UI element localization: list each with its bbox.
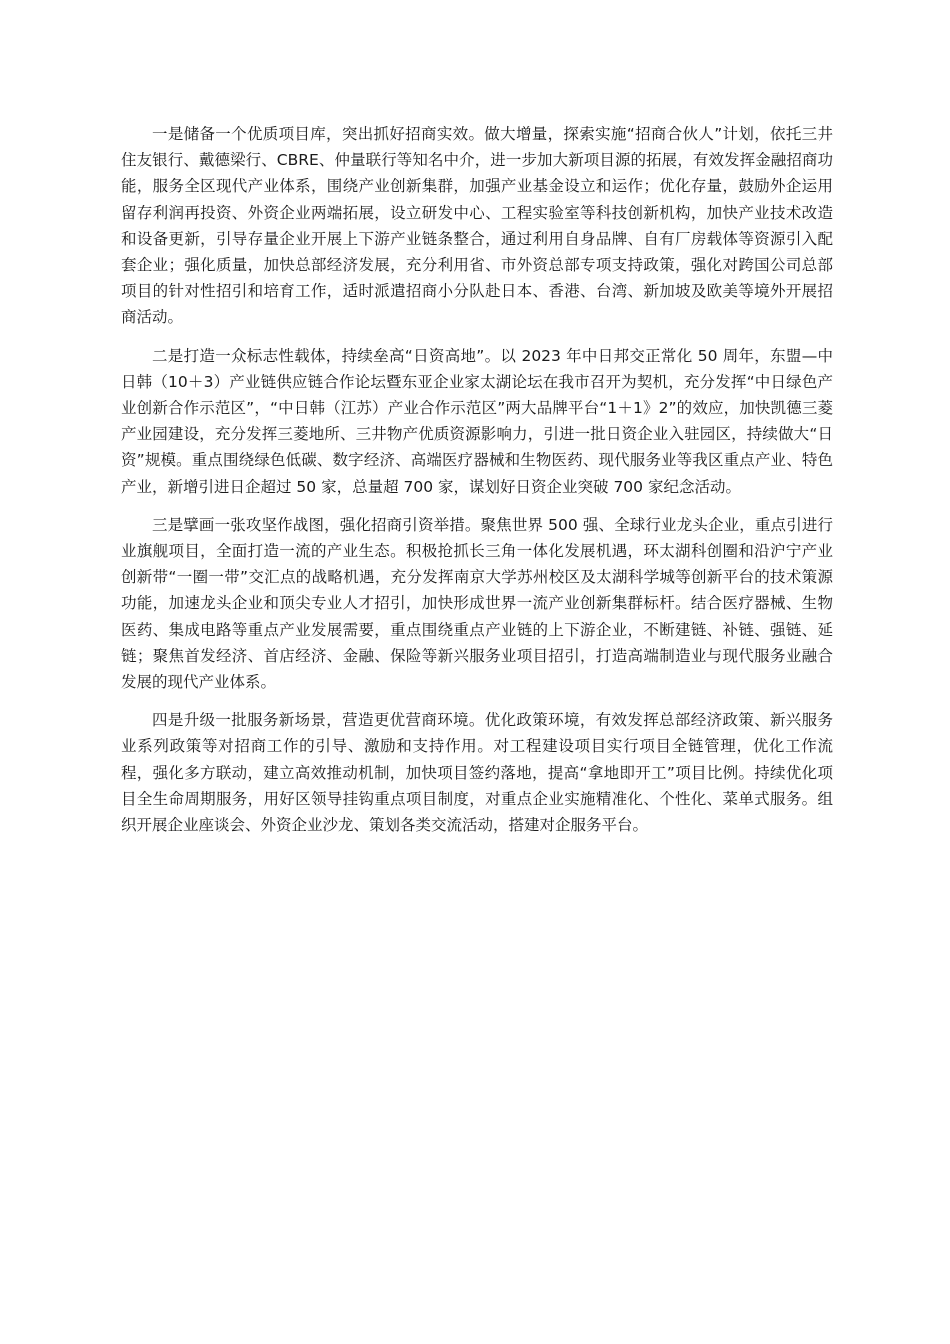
paragraph-4: 四是升级一批服务新场景，营造更优营商环境。优化政策环境，有效发挥总部经济政策、新兴服务业系列政策等对招商工作的引导、激励和支持作用。对工程建设项目实行项目全链管理，优化工作流程，强化多方联动，建立高效推动机制，加快项目签约落地，提高“拿地即开工”项目比例。持续优化项目全生命周期服务，用好区领导挂钩重点项目制度，对重点企业实施精准化、个性化、菜单式服务。组织开展企业座谈会、外资企业沙龙、策划各类交流活动，搭建对企服务平台。 [121,711,833,835]
document-body [121,121,833,850]
paragraph-2: 二是打造一众标志性载体，持续垒高“日资高地”。以 2023 年中日邦交正常化 50 周年，东盟—中日韩（10＋3）产业链供应链合作论坛暨东亚企业家太湖论坛在我市召开为契机，充分发挥“中日绿色产业创新合作示范区”，“中日韩（江苏）产业合作示范区”两大品牌平台“1＋1》2”的效应，加快凯德三菱产业园建设，充分发挥三菱地所、三井物产优质资源影响力，引进一批日资企业入驻园区，持续做大“日资”规模。重点围绕绿色低碳、数字经济、高端医疗器械和生物医药、现代服务业等我区重点产业、特色产业，新增引进日企超过 50 家，总量超 700 家，谋划好日资企业突破 700 家纪念活动。 [121,346,833,496]
paragraph-3: 三是擘画一张攻坚作战图，强化招商引资举措。聚焦世界 500 强、全球行业龙头企业，重点引进行业旗舰项目，全面打造一流的产业生态。积极抢抓长三角一体化发展机遇，环太湖科创圈和沿沪宁产业创新带“一圈一带”交汇点的战略机遇，充分发挥南京大学苏州校区及太湖科学城等创新平台的技术策源功能，加速龙头企业和顶尖专业人才招引，加快形成世界一流产业创新集群标杆。结合医疗器械、生物医药、集成电路等重点产业发展需要，重点围绕重点产业链的上下游企业，不断建链、补链、强链、延链；聚焦首发经济、首店经济、金融、保险等新兴服务业项目招引，打造高端制造业与现代服务业融合发展的现代产业体系。 [121,515,833,692]
paragraph-1: 一是储备一个优质项目库，突出抓好招商实效。做大增量，探索实施“招商合伙人”计划，依托三井住友银行、戴德梁行、CBRE、仲量联行等知名中介，进一步加大新项目源的拓展，有效发挥金融招商功能，服务全区现代产业体系，围绕产业创新集群，加强产业基金设立和运作；优化存量，鼓励外企运用留存利润再投资、外资企业两端拓展，设立研发中心、工程实验室等科技创新机构，加快产业技术改造和设备更新，引导存量企业开展上下游产业链条整合，通过利用自身品牌、自有厂房载体等资源引入配套企业；强化质量，加快总部经济发展，充分利用省、市外资总部专项支持政策，强化对跨国公司总部项目的针对性招引和培育工作，适时派遣招商小分队赴日本、香港、台湾、新加坡及欧美等境外开展招商活动。 [121,125,833,327]
